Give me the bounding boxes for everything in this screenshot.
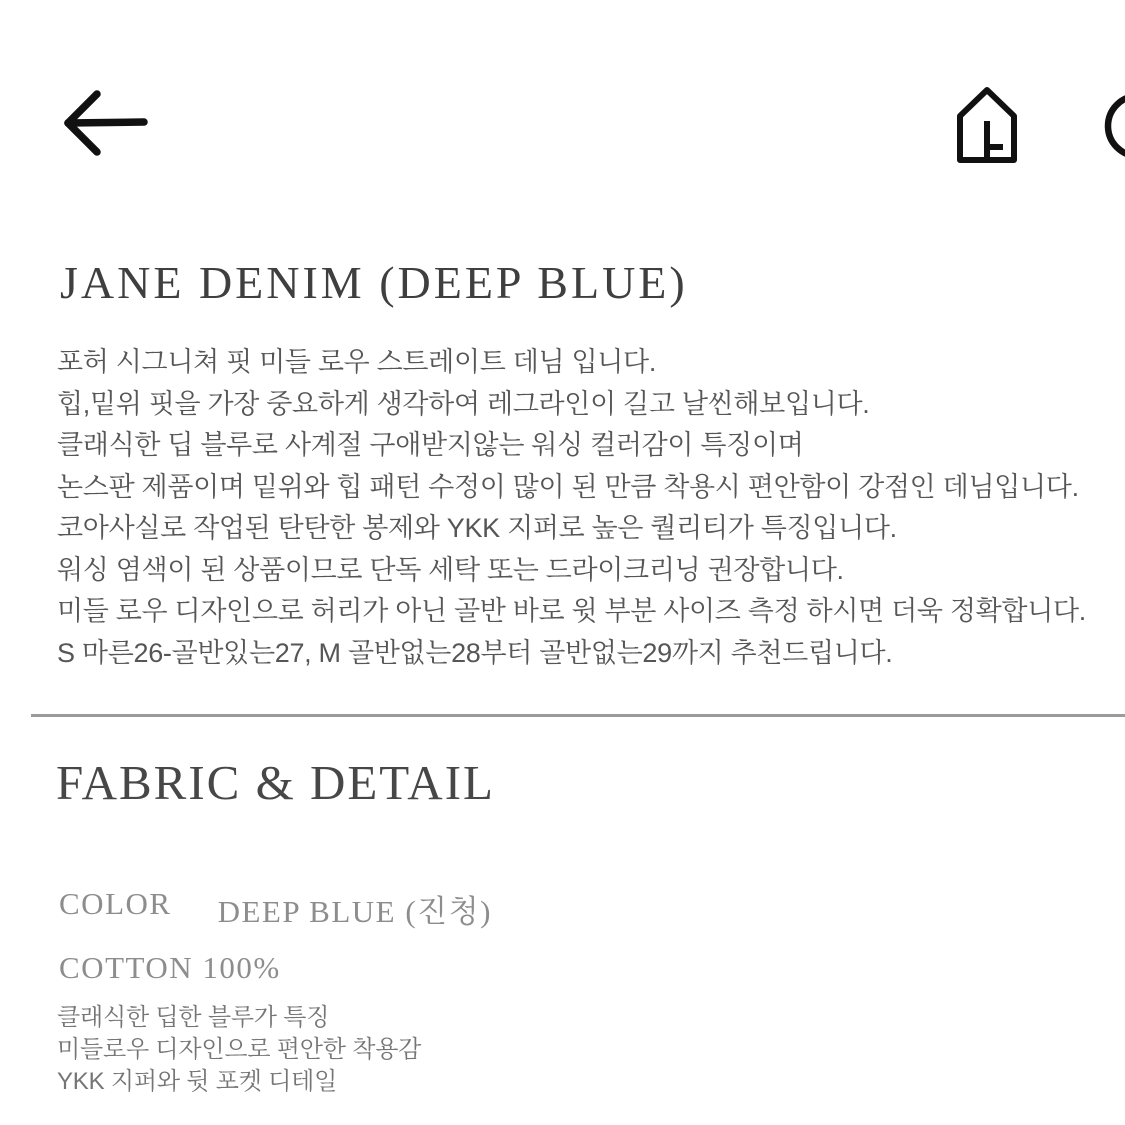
note-line: 클래식한 딥한 블루가 특징 [57,1004,330,1031]
description-line: 워싱 염색이 된 상품이므로 단독 세탁 또는 드라이크리닝 권장합니다. [57,554,844,585]
description-line: 클래식한 딥 블루로 사계절 구애받지않는 워싱 컬러감이 특징이며 [57,430,804,460]
back-button[interactable] [58,88,150,158]
product-description [57,342,1095,674]
note-line: YKK 지퍼와 뒷 포켓 디테일 [57,1068,338,1095]
product-title: JANE DENIM (DEEP BLUE) [60,257,688,308]
color-spec-row [59,886,492,931]
search-icon [1098,88,1125,164]
search-button[interactable] [1098,88,1125,164]
cotton-spec: COTTON 100% [59,950,281,985]
description-line: 미들 로우 디자인으로 허리가 아닌 골반 바로 윗 부분 사이즈 측정 하시면 더욱 정확합니다. [57,596,1086,626]
arrow-left-icon [58,88,150,158]
description-line: S 마른26-골반있는27, M 골반없는28부터 골반없는29까지 추천드립니다. [57,637,893,668]
color-label: COLOR [59,886,172,921]
home-button[interactable] [950,84,1024,164]
color-value: DEEP BLUE (진청) [217,894,492,929]
description-line: 논스판 제품이며 밑위와 힙 패턴 수정이 많이 된 만큼 착용시 편안함이 강점인 데님입니다. [57,471,1079,502]
detail-notes [57,1002,421,1098]
note-line: 미들로우 디자인으로 편안한 착용감 [57,1036,422,1063]
description-line: 코아사실로 작업된 탄탄한 봉제와 YKK 지퍼로 높은 퀄리티가 특징입니다. [57,513,897,543]
home-icon [950,84,1024,164]
spec-block [59,886,492,986]
section-divider [31,714,1125,717]
top-bar [0,0,1125,200]
description-line: 포허 시그니쳐 핏 미들 로우 스트레이트 데님 입니다. [57,347,657,377]
fabric-detail-heading: FABRIC & DETAIL [56,755,495,810]
description-line: 힙,밑위 핏을 가장 중요하게 생각하여 레그라인이 길고 날씬해보입니다. [57,388,870,419]
